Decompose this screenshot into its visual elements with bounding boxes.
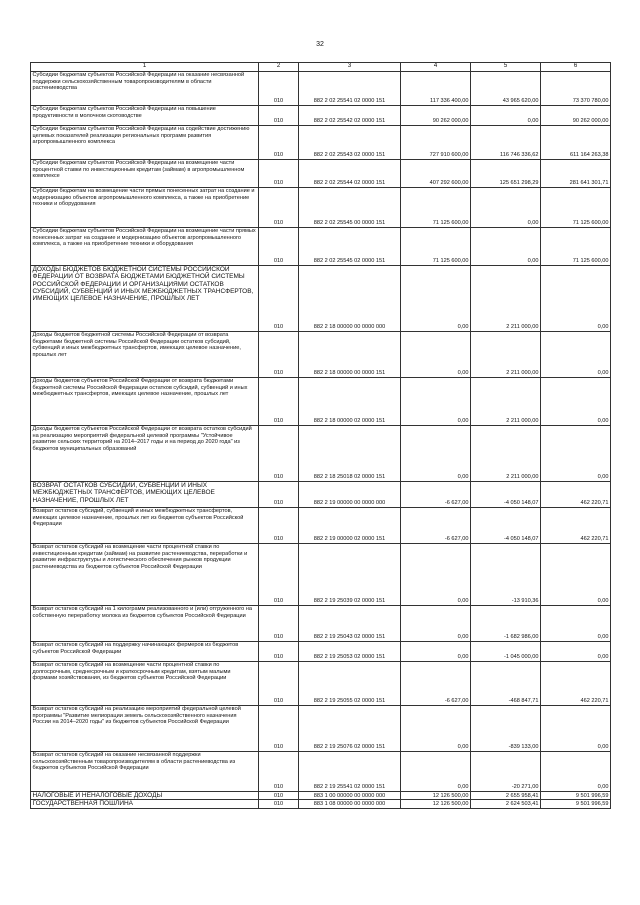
row-kbk: 882 2 18 00000 00 0000 000 (299, 266, 401, 332)
row-plan-amount: 407 292 600,00 (401, 160, 471, 188)
table-row (31, 642, 611, 662)
row-name: Доходы бюджетов субъектов Российской Федерации от возврата бюджетами бюджетной системы Российской Федерации остатков субсидий, субвенций и иных межбюджетных трансфертов, имеющих целевое назначение, прошлых лет (31, 378, 259, 426)
row-rest-amount: 0,00 (541, 642, 611, 662)
row-name: Доходы бюджетов бюджетной системы Российской Федерации от возврата бюджетами бюджетной системы Российской Федерации остатков субсидий, субвенций и иных межбюджетных трансфертов, имеющих целевое назначение, прошлых лет (31, 332, 259, 378)
row-code: 010 (259, 662, 299, 706)
row-rest-amount: 71 125 600,00 (541, 228, 611, 266)
table-row (31, 426, 611, 482)
row-fact-amount: -4 050 148,07 (471, 482, 541, 508)
budget-table (30, 62, 611, 809)
row-code: 010 (259, 482, 299, 508)
row-fact-amount: 2 211 000,00 (471, 378, 541, 426)
row-name: Возврат остатков субсидий на возмещение части процентной ставки по инвестиционным кредитам (займам) на развитие растениеводства, переработки и развитие инфраструктуры и логистического обеспечения рынков продукции растениеводства из бюджетов субъектов Российской Федерации (31, 544, 259, 606)
row-code: 010 (259, 72, 299, 106)
row-code: 010 (259, 706, 299, 752)
row-kbk: 882 2 19 25039 02 0000 151 (299, 544, 401, 606)
row-kbk: 882 2 19 00000 02 0000 151 (299, 508, 401, 544)
row-code: 010 (259, 188, 299, 228)
row-fact-amount: -20 271,00 (471, 752, 541, 792)
row-fact-amount: 0,00 (471, 228, 541, 266)
row-name: Возврат остатков субсидий на реализацию мероприятий федеральной целевой программы "Развитие мелиорации земель сельскохозяйственного назначения России на 2014–2020 годы" из бюджетов субъектов Российской Федерации (31, 706, 259, 752)
row-plan-amount: -6 627,00 (401, 482, 471, 508)
page-number: 32 (316, 41, 324, 48)
row-plan-amount: 0,00 (401, 266, 471, 332)
row-fact-amount: 0,00 (471, 188, 541, 228)
row-kbk: 882 2 02 25541 02 0000 151 (299, 72, 401, 106)
row-plan-amount: -6 627,00 (401, 662, 471, 706)
column-header: 6 (541, 63, 611, 72)
table-row (31, 752, 611, 792)
row-kbk: 882 2 02 25543 02 0000 151 (299, 126, 401, 160)
row-rest-amount: 73 370 780,00 (541, 72, 611, 106)
row-plan-amount: 0,00 (401, 544, 471, 606)
row-kbk: 882 2 19 25043 02 0000 151 (299, 606, 401, 642)
row-code: 010 (259, 642, 299, 662)
row-kbk: 882 2 19 25076 02 0000 151 (299, 706, 401, 752)
row-name: НАЛОГОВЫЕ И НЕНАЛОГОВЫЕ ДОХОДЫ (31, 792, 259, 800)
row-code: 010 (259, 606, 299, 642)
row-name: Субсидии бюджетам на возмещение части прямых понесенных затрат на создание и модернизацию объектов агропромышленного комплекса, а также на приобретение техники и оборудования (31, 188, 259, 228)
row-rest-amount: 462 220,71 (541, 482, 611, 508)
row-code: 010 (259, 266, 299, 332)
row-kbk: 882 2 02 25544 02 0000 151 (299, 160, 401, 188)
row-fact-amount: -468 847,71 (471, 662, 541, 706)
row-plan-amount: 12 126 500,00 (401, 792, 471, 800)
table-row (31, 332, 611, 378)
row-fact-amount: 116 746 336,62 (471, 126, 541, 160)
table-row (31, 508, 611, 544)
row-fact-amount: 2 655 958,41 (471, 792, 541, 800)
table-row (31, 160, 611, 188)
row-name: Доходы бюджетов субъектов Российской Федерации от возврата остатков субсидий на реализацию мероприятий федеральной целевой программы "Устойчивое развитие сельских территорий на 2014–2017 годы и на период до 2020 года" из бюджетов муниципальных образований (31, 426, 259, 482)
row-rest-amount: 71 125 600,00 (541, 188, 611, 228)
table-row (31, 482, 611, 508)
row-name: ГОСУДАРСТВЕННАЯ ПОШЛИНА (31, 800, 259, 808)
row-rest-amount: 0,00 (541, 378, 611, 426)
row-fact-amount: -13 910,36 (471, 544, 541, 606)
row-kbk: 882 2 18 25018 02 0000 151 (299, 426, 401, 482)
row-rest-amount: 0,00 (541, 752, 611, 792)
row-name: ДОХОДЫ БЮДЖЕТОВ БЮДЖЕТНОЙ СИСТЕМЫ РОССИЙСКОЙ ФЕДЕРАЦИИ ОТ ВОЗВРАТА БЮДЖЕТАМИ БЮДЖЕТНОЙ СИСТЕМЫ РОССИЙСКОЙ ФЕДЕРАЦИИ И ОРГАНИЗАЦИЯМИ ОСТАТКОВ СУБСИДИЙ, СУБВЕНЦИЙ И ИНЫХ МЕЖБЮДЖЕТНЫХ ТРАНСФЕРТОВ, ИМЕЮЩИХ ЦЕЛЕВОЕ НАЗНАЧЕНИЕ, ПРОШЛЫХ ЛЕТ (31, 266, 259, 332)
row-rest-amount: 0,00 (541, 266, 611, 332)
table-row (31, 106, 611, 126)
row-kbk: 882 2 19 25541 02 0000 151 (299, 752, 401, 792)
row-rest-amount: 281 641 301,71 (541, 160, 611, 188)
row-code: 010 (259, 426, 299, 482)
row-code: 010 (259, 228, 299, 266)
row-code: 010 (259, 378, 299, 426)
table-row (31, 792, 611, 800)
row-kbk: 882 2 19 00000 00 0000 000 (299, 482, 401, 508)
row-kbk: 882 2 18 00000 02 0000 151 (299, 378, 401, 426)
row-name: Возврат остатков субсидий на возмещение части процентной ставки по долгосрочным, среднесрочным и краткосрочным кредитам, взятым малыми формами хозяйствования, из бюджетов субъектов Российской Федерации (31, 662, 259, 706)
row-fact-amount: -4 050 148,07 (471, 508, 541, 544)
row-plan-amount: 90 262 000,00 (401, 106, 471, 126)
table-row (31, 378, 611, 426)
row-plan-amount: 71 125 600,00 (401, 228, 471, 266)
row-code: 010 (259, 508, 299, 544)
row-rest-amount: 0,00 (541, 544, 611, 606)
row-code: 010 (259, 332, 299, 378)
row-fact-amount: -1 682 986,00 (471, 606, 541, 642)
row-name: Субсидии бюджетам субъектов Российской Федерации на оказание несвязанной поддержки сельскохозяйственным товаропроизводителям в области растениеводства (31, 72, 259, 106)
row-plan-amount: 12 126 500,00 (401, 800, 471, 808)
row-code: 010 (259, 544, 299, 606)
row-rest-amount: 9 501 996,59 (541, 792, 611, 800)
row-fact-amount: 2 211 000,00 (471, 266, 541, 332)
column-header: 4 (401, 63, 471, 72)
table-row (31, 606, 611, 642)
row-plan-amount: 0,00 (401, 332, 471, 378)
row-kbk: 882 2 19 25055 02 0000 151 (299, 662, 401, 706)
column-header: 2 (259, 63, 299, 72)
column-header: 1 (31, 63, 259, 72)
column-header: 3 (299, 63, 401, 72)
row-plan-amount: 727 910 600,00 (401, 126, 471, 160)
row-kbk: 883 1 00 00000 00 0000 000 (299, 792, 401, 800)
row-rest-amount: 0,00 (541, 706, 611, 752)
row-code: 010 (259, 792, 299, 800)
row-rest-amount: 462 220,71 (541, 508, 611, 544)
row-kbk: 882 2 02 25545 02 0000 151 (299, 228, 401, 266)
row-name: Возврат остатков субсидий на оказание несвязанной поддержки сельскохозяйственным товаропроизводителям в области растениеводства из бюджетов субъектов Российской Федерации (31, 752, 259, 792)
row-code: 010 (259, 126, 299, 160)
row-name: Возврат остатков субсидий, субвенций и иных межбюджетных трансфертов, имеющих целевое назначение, прошлых лет из бюджетов субъектов Российской Федерации (31, 508, 259, 544)
row-code: 010 (259, 160, 299, 188)
table-row (31, 706, 611, 752)
row-plan-amount: 0,00 (401, 642, 471, 662)
row-rest-amount: 0,00 (541, 606, 611, 642)
table-row (31, 72, 611, 106)
row-rest-amount: 0,00 (541, 426, 611, 482)
row-name: Субсидии бюджетам субъектов Российской Федерации на повышение продуктивности в молочном скотоводстве (31, 106, 259, 126)
row-rest-amount: 90 262 000,00 (541, 106, 611, 126)
row-fact-amount: 125 651 298,29 (471, 160, 541, 188)
row-name: Субсидии бюджетам субъектов Российской Федерации на содействие достижению целевых показателей реализации региональных программ развития агропромышленного комплекса (31, 126, 259, 160)
row-kbk: 882 2 18 00000 00 0000 151 (299, 332, 401, 378)
row-name: Субсидии бюджетам субъектов Российской Федерации на возмещение части прямых понесенных затрат на создание и модернизацию объектов агропромышленного комплекса, а также на приобретение техники и оборудования (31, 228, 259, 266)
column-header: 5 (471, 63, 541, 72)
row-plan-amount: 117 336 400,00 (401, 72, 471, 106)
row-name: ВОЗВРАТ ОСТАТКОВ СУБСИДИЙ, СУБВЕНЦИЙ И ИНЫХ МЕЖБЮДЖЕТНЫХ ТРАНСФЕРТОВ, ИМЕЮЩИХ ЦЕЛЕВОЕ НАЗНАЧЕНИЕ, ПРОШЛЫХ ЛЕТ (31, 482, 259, 508)
table-row (31, 662, 611, 706)
row-plan-amount: 0,00 (401, 426, 471, 482)
row-code: 010 (259, 106, 299, 126)
row-name: Субсидии бюджетам субъектов Российской Федерации на возмещение части процентной ставки по инвестиционным кредитам (займам) в агропромышленном комплексе (31, 160, 259, 188)
row-plan-amount: 0,00 (401, 752, 471, 792)
row-code: 010 (259, 752, 299, 792)
row-plan-amount: -6 627,00 (401, 508, 471, 544)
table-row (31, 266, 611, 332)
table-row (31, 126, 611, 160)
row-rest-amount: 9 501 996,59 (541, 800, 611, 808)
row-fact-amount: 2 211 000,00 (471, 332, 541, 378)
row-kbk: 882 2 02 25545 00 0000 151 (299, 188, 401, 228)
table-row (31, 228, 611, 266)
row-kbk: 883 1 08 00000 00 0000 000 (299, 800, 401, 808)
header-row (31, 63, 611, 72)
row-name: Возврат остатков субсидий на 1 килограмм реализованного и (или) отгруженного на собственную переработку молока из бюджетов субъектов Российской Федерации (31, 606, 259, 642)
row-rest-amount: 611 164 263,38 (541, 126, 611, 160)
row-plan-amount: 0,00 (401, 706, 471, 752)
row-fact-amount: -839 133,00 (471, 706, 541, 752)
table-row (31, 800, 611, 808)
row-plan-amount: 0,00 (401, 378, 471, 426)
row-plan-amount: 71 125 600,00 (401, 188, 471, 228)
row-rest-amount: 462 220,71 (541, 662, 611, 706)
row-plan-amount: 0,00 (401, 606, 471, 642)
row-fact-amount: 0,00 (471, 106, 541, 126)
row-code: 010 (259, 800, 299, 808)
row-rest-amount: 0,00 (541, 332, 611, 378)
table-row (31, 544, 611, 606)
row-kbk: 882 2 19 25053 02 0000 151 (299, 642, 401, 662)
row-fact-amount: 2 211 000,00 (471, 426, 541, 482)
row-fact-amount: 43 965 620,00 (471, 72, 541, 106)
row-fact-amount: -1 045 000,00 (471, 642, 541, 662)
table-row (31, 188, 611, 228)
row-fact-amount: 2 624 503,41 (471, 800, 541, 808)
row-kbk: 882 2 02 25542 02 0000 151 (299, 106, 401, 126)
row-name: Возврат остатков субсидий на поддержку начинающих фермеров из бюджетов субъектов Российской Федерации (31, 642, 259, 662)
